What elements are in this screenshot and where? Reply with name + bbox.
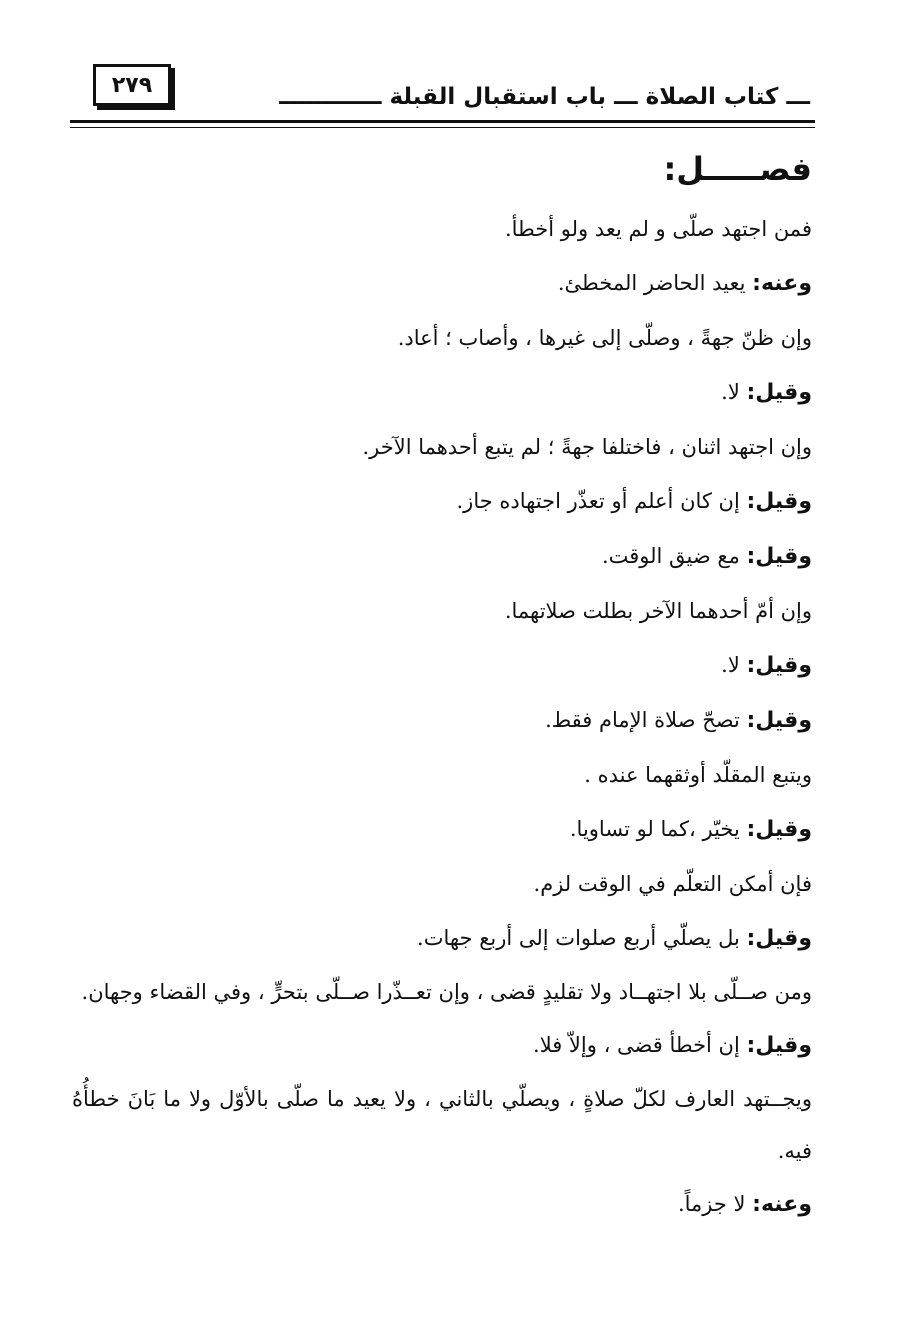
paragraph (72, 311, 812, 365)
paragraph-label: وقيل: (746, 1033, 812, 1058)
paragraph-label: وقيل: (746, 380, 812, 405)
paragraph (72, 1073, 812, 1177)
paragraph (72, 638, 812, 693)
paragraph-label: وقيل: (746, 653, 812, 678)
paragraph-text: لا. (721, 653, 747, 677)
paragraph-label: وقيل: (746, 708, 812, 733)
paragraph-text: إن كان أعلم أو تعذّر اجتهاده جاز. (456, 489, 747, 513)
paragraph-text: وإن اجتهد اثنان ، فاختلفا جهةً ؛ لم يتبع أحدهما الآخر. (362, 435, 812, 459)
paragraph-text: يخيّر ،كما لو تساويا. (569, 817, 747, 841)
paragraph-text: وإن أمّ أحدهما الآخر بطلت صلاتهما. (504, 599, 812, 623)
paragraph (72, 529, 812, 584)
page-body (72, 142, 812, 1232)
paragraph-text: مع ضيق الوقت. (601, 544, 747, 568)
header-rule-thin (70, 127, 815, 128)
paragraph-label: وقيل: (746, 817, 812, 842)
paragraph (72, 911, 812, 966)
paragraph (72, 420, 812, 474)
paragraph-text: لا. (721, 380, 747, 404)
paragraph-label: وعنه: (752, 1192, 812, 1217)
paragraph (72, 474, 812, 529)
paragraph-text: ويجــتهد العارف لكلّ صلاةٍ ، ويصلّي بالثاني ، ولا يعيد ما صلّى بالأوّل ولا ما بَانَ خطأُهُ فيه. (72, 1087, 812, 1163)
page-number: ٢٧٩ (111, 72, 153, 98)
paragraph-text: لا جزماً. (677, 1192, 753, 1216)
paragraph (72, 857, 812, 911)
section-title: فصـــــل: (663, 150, 812, 188)
paragraph-label: وقيل: (746, 544, 812, 569)
paragraph (72, 256, 812, 311)
paragraph-text: ومن صــلّى بلا اجتهــاد ولا تقليدٍ قضى ، وإن تعــذّرا صــلّى بتحرٍّ ، وفي القضاء وجهان. (81, 980, 812, 1004)
paragraph-text: يعيد الحاضر المخطئ. (557, 271, 753, 295)
paragraph-text: بل يصلّي أربع صلوات إلى أربع جهات. (417, 926, 747, 950)
paragraph-text: إن أخطأ قضى ، وإلاّ فلا. (533, 1033, 747, 1057)
paragraph-text: فإن أمكن التعلّم في الوقت لزم. (533, 872, 812, 896)
paragraph (72, 202, 812, 256)
page-number-box (93, 64, 171, 106)
paragraph-label: وعنه: (752, 271, 812, 296)
paragraph (72, 748, 812, 802)
paragraph (72, 966, 812, 1018)
paragraph-list (72, 202, 812, 1232)
paragraph-text: تصحّ صلاة الإمام فقط. (545, 708, 747, 732)
paragraph (72, 693, 812, 748)
paragraph-label: وقيل: (746, 926, 812, 951)
paragraph (72, 1177, 812, 1232)
paragraph (72, 365, 812, 420)
paragraph (72, 802, 812, 857)
paragraph-label: وقيل: (746, 489, 812, 514)
header-rule (70, 120, 815, 123)
paragraph (72, 1018, 812, 1073)
paragraph-text: وإن ظنّ جهةً ، وصلّى إلى غيرها ، وأصاب ؛ أعاد. (397, 326, 812, 350)
paragraph (72, 584, 812, 638)
paragraph-text: فمن اجتهد صلّى و لم يعد ولو أخطأ. (504, 217, 812, 241)
running-header-title: ـــ كتاب الصلاة ـــ باب استقبال القبلة ـــــــــــــ (279, 84, 810, 110)
paragraph-text: ويتبع المقلّد أوثقهما عنده . (584, 763, 812, 787)
